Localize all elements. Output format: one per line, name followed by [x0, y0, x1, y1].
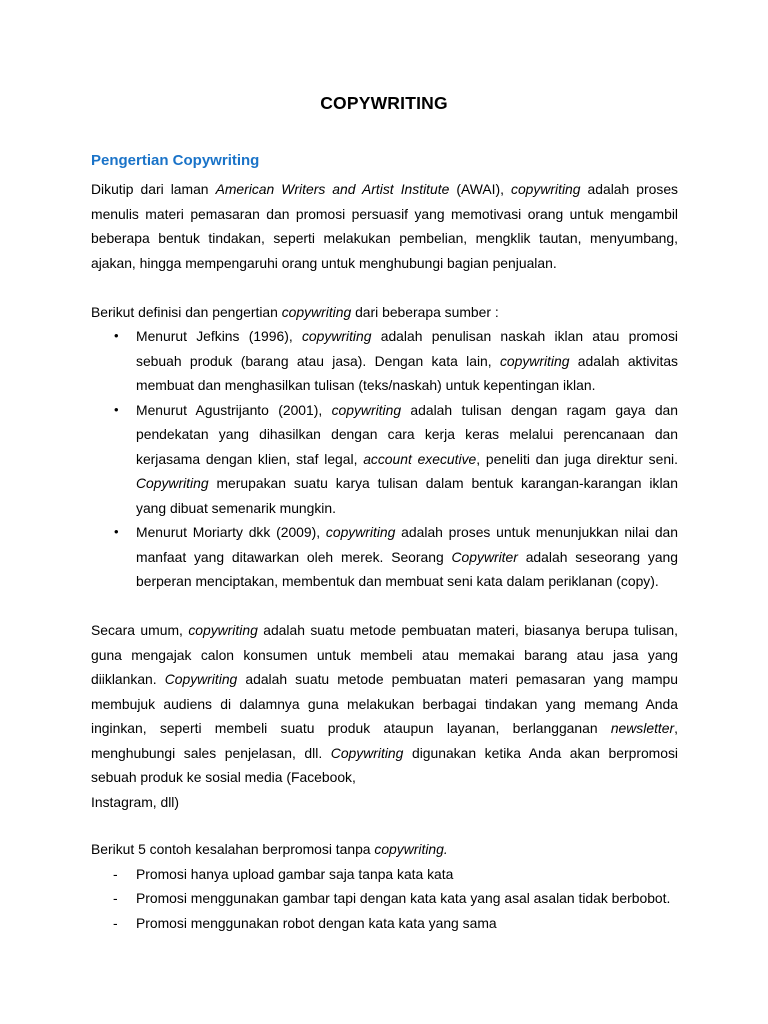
bullet-marker: •: [114, 328, 119, 343]
list-item: - Promosi hanya upload gambar saja tanpa kata kata: [91, 862, 678, 887]
dash-marker: -: [113, 865, 118, 882]
list-item: • Menurut Moriarty dkk (2009), copywriting adalah proses untuk menunjukkan nilai dan manfaat yang ditawarkan oleh merek. Seorang Copywriter adalah seseorang yang berperan menciptakan, membentuk dan membuat seni kata dalam periklanan (copy).: [91, 520, 678, 594]
summary-paragraph: Secara umum, copywriting adalah suatu metode pembuatan materi, biasanya berupa tulisan, guna mengajak calon konsumen untuk membeli atau memakai barang atau jasa yang diiklankan. Copywriting adalah suatu metode pembuatan materi pemasaran yang mampu membujuk audiens di dalamnya guna melakukan berbagai tindakan yang memang Anda inginkan, seperti membeli suatu produk ataupun layanan, berlangganan newsletter, menghubungi sales penjelasan, dll. Copywriting digunakan ketika Anda akan berpromosi sebuah produk ke sosial media (Facebook, Instagram, dll): [91, 622, 678, 810]
bullet-marker: •: [114, 401, 119, 417]
bullet-marker: •: [114, 524, 119, 539]
document-body: [91, 177, 678, 935]
list-item: - Promosi menggunakan gambar tapi dengan kata kata yang asal asalan tidak berbobot.: [91, 886, 678, 911]
intro-paragraph: Dikutip dari laman American Writers and Artist Institute (AWAI), copywriting adalah proses menulis materi pemasaran dan promosi persuasif yang memotivasi orang untuk mengambil beberapa bentuk tindakan, seperti melakukan pembelian, mengklik tautan, menyumbang, ajakan, hingga mempengaruhi orang untuk menghubungi bagian penjualan.: [91, 181, 678, 271]
dash-marker: -: [113, 914, 118, 931]
definitions-list: [91, 324, 678, 594]
section-heading: Pengertian Copywriting: [91, 152, 260, 169]
list-item: - Promosi menggunakan robot dengan kata kata yang sama: [91, 911, 678, 936]
document-title: COPYWRITING: [320, 93, 448, 113]
definitions-intro: Berikut definisi dan pengertian copywriting dari beberapa sumber :: [91, 303, 499, 320]
mistakes-list: [91, 862, 678, 936]
mistakes-intro: Berikut 5 contoh kesalahan berpromosi tanpa copywriting.: [91, 841, 448, 857]
list-item: • Menurut Agustrijanto (2001), copywriting adalah tulisan dengan ragam gaya dan pendekatan yang dihasilkan dengan cara kerja keras melalui perencanaan dan kerjasama dengan klien, staf legal, account executive, peneliti dan juga direktur seni. Copywriting merupakan suatu karya tulisan dalam bentuk karangan-karangan iklan yang dibuat semenarik mungkin.: [91, 398, 678, 521]
list-item: • Menurut Jefkins (1996), copywriting adalah penulisan naskah iklan atau promosi sebuah produk (barang atau jasa). Dengan kata lain, copywriting adalah aktivitas membuat dan menghasilkan tulisan (teks/naskah) untuk kepentingan iklan.: [91, 324, 678, 398]
dash-marker: -: [113, 890, 118, 906]
